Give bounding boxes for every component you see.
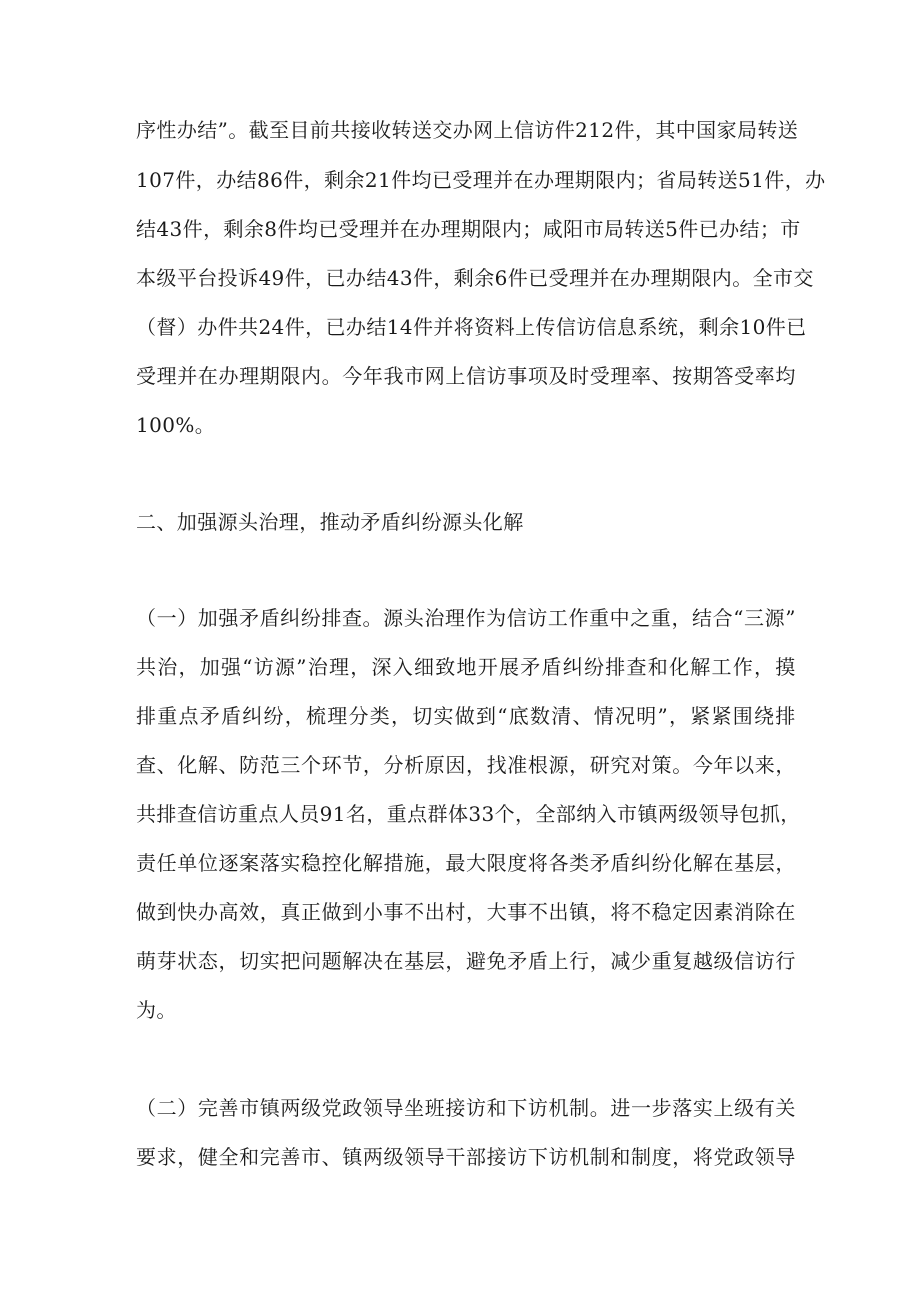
text-line: 查 、 化 解 、 防 范 三 个 环 节 ， 分 析 原 因 ， 找 准 根 源 ， 研 究 对 策 。 今 年 以 来 ，: [136, 753, 796, 777]
text-line: 要 求 ， 健 全 和 完 善 市 、 镇 两 级 领 导 干 部 接 访 下 访 机 制 和 制 度 ， 将 党 政 领 导: [136, 1145, 796, 1169]
text-line: 序 性 办 结 ” 。 截 至 目 前 共 接 收 转 送 交 办 网 上 信 访 件 212 件 ， 其 中 国 家 局 转 送: [136, 118, 799, 142]
text-line: 100%。: [136, 413, 216, 437]
text-line: 结 43 件 ， 剩 余 8 件 均 已 受 理 并 在 办 理 期 限 内 ； 咸 阳 市 局 转 送 5 件 已 办 结 ； 市: [136, 217, 801, 241]
text-line: 责 任 单 位 逐 案 落 实 稳 控 化 解 措 施 ， 最 大 限 度 将 各 类 矛 盾 纠 纷 化 解 在 基 层 ，: [136, 851, 796, 875]
text-line: （ 二 ） 完 善 市 镇 两 级 党 政 领 导 坐 班 接 访 和 下 访 机 制 。 进 一 步 落 实 上 级 有 关: [136, 1096, 796, 1120]
text-line: 做 到 快 办 高 效 ， 真 正 做 到 小 事 不 出 村 ， 大 事 不 出 镇 ， 将 不 稳 定 因 素 消 除 在: [136, 900, 796, 924]
text-line: 受 理 并 在 办 理 期 限 内 。 今 年 我 市 网 上 信 访 事 项 及 时 受 理 率 、 按 期 答 受 率 均: [136, 364, 796, 388]
text-line: 本 级 平 台 投 诉 49 件 ， 已 办 结 43 件 ， 剩 余 6 件 已 受 理 并 在 办 理 期 限 内 。 全 市 交: [136, 266, 814, 290]
text-line: 排 重 点 矛 盾 纠 纷 ， 梳 理 分 类 ， 切 实 做 到 “ 底 数 清 、 情 况 明 ” ， 紧 紧 围 绕 排: [136, 704, 796, 728]
text-line: 共 治 ， 加 强 “ 访 源 ” 治 理 ， 深 入 细 致 地 开 展 矛 盾 纠 纷 排 查 和 化 解 工 作 ， 摸: [136, 655, 796, 679]
text-line: （ 督 ） 办 件 共 24 件 ， 已 办 结 14 件 并 将 资 料 上 传 信 访 信 息 系 统 ， 剩 余 10 件 已: [136, 315, 807, 339]
text-line: （ 一 ） 加 强 矛 盾 纠 纷 排 查 。 源 头 治 理 作 为 信 访 工 作 重 中 之 重 ， 结 合 “ 三 源 ”: [136, 606, 796, 630]
text-line: 共 排 查 信 访 重 点 人 员 91 名 ， 重 点 群 体 33 个 ， 全 部 纳 入 市 镇 两 级 领 导 包 抓 ，: [136, 802, 801, 826]
text-line: 107 件 ， 办 结 86 件 ， 剩 余 21 件 均 已 受 理 并 在 办 理 期 限 内 ； 省 局 转 送 51 件 ， 办: [136, 168, 826, 192]
section-heading: 二、加强源头治理，推动矛盾纠纷源头化解: [136, 510, 524, 534]
text-line: 为。: [136, 998, 177, 1022]
text-line: 萌 芽 状 态 ， 切 实 把 问 题 解 决 在 基 层 ， 避 免 矛 盾 上 行 ， 减 少 重 复 越 级 信 访 行: [136, 949, 796, 973]
